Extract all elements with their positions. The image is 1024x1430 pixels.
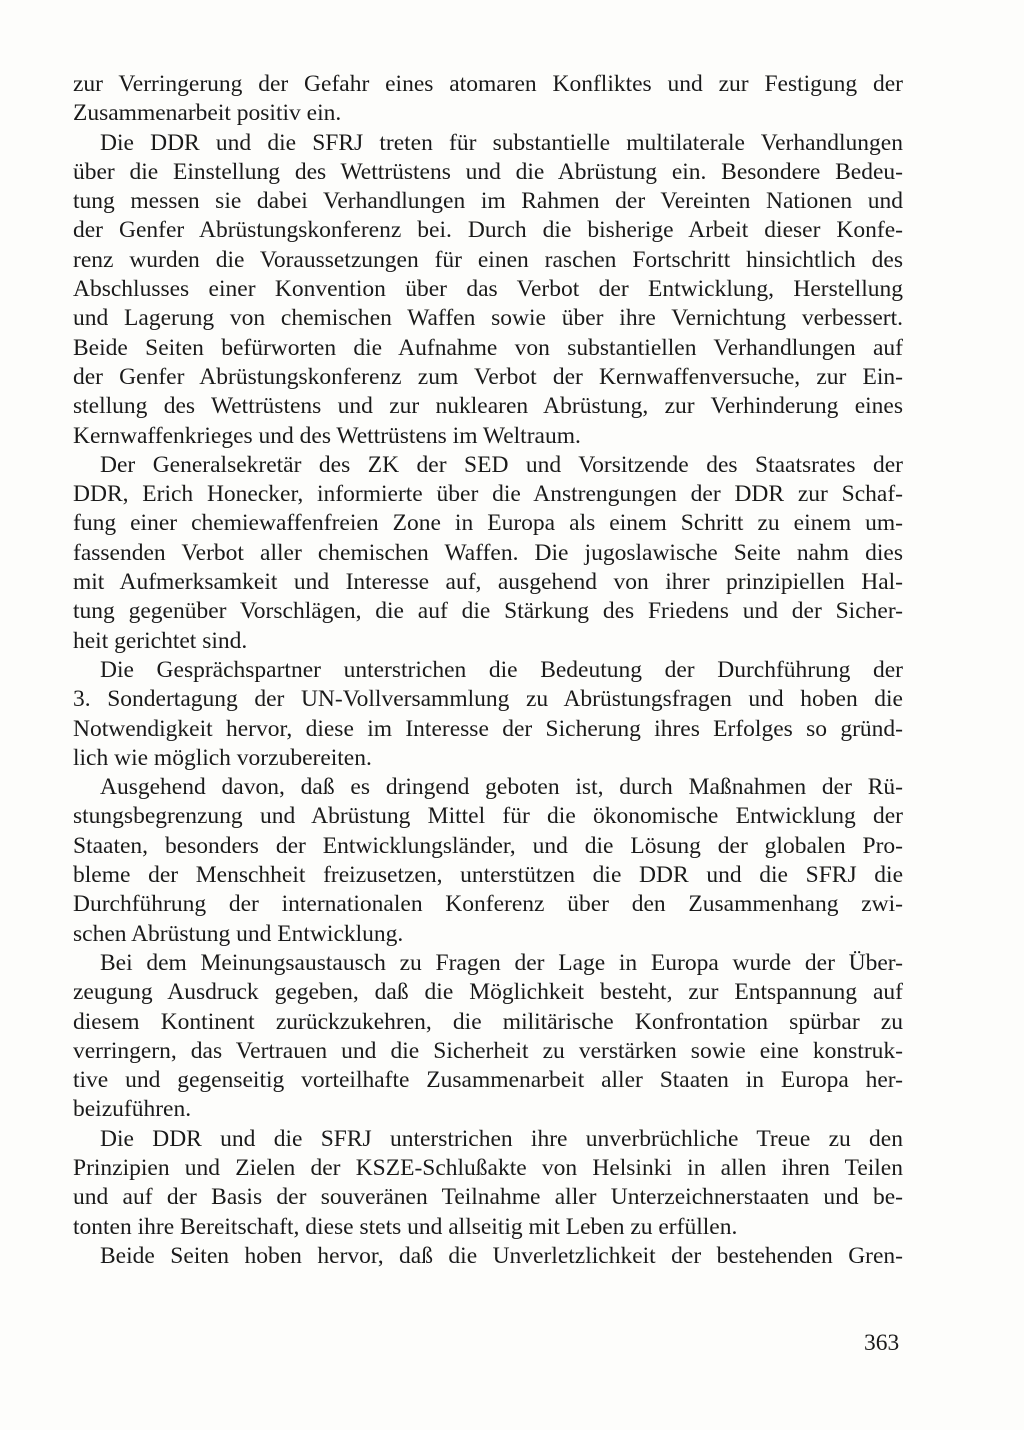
text-line: Abschlusses einer Konvention über das Verbot der Entwicklung, Herstellung xyxy=(73,276,903,303)
text-line: 3. Sondertagung der UN-Vollversammlung zu Abrüstungsfragen und hoben die xyxy=(73,686,903,713)
text-line: tonten ihre Bereitschaft, diese stets und allseitig mit Leben zu erfüllen. xyxy=(73,1213,738,1240)
text-line: bleme der Menschheit freizusetzen, unterstützen die DDR und die SFRJ die xyxy=(73,862,903,889)
text-line: Ausgehend davon, daß es dringend geboten ist, durch Maßnahmen der Rü- xyxy=(100,774,903,801)
text-line: der Genfer Abrüstungskonferenz bei. Durch die bisherige Arbeit dieser Konfe- xyxy=(73,217,903,244)
text-line: tung messen sie dabei Verhandlungen im Rahmen der Vereinten Nationen und xyxy=(73,188,903,215)
text-line: fung einer chemiewaffenfreien Zone in Europa als einem Schritt zu einem um- xyxy=(73,510,903,537)
text-line: Die Gesprächspartner unterstrichen die Bedeutung der Durchführung der xyxy=(100,656,903,683)
text-line: Kernwaffenkrieges und des Wettrüstens im Weltraum. xyxy=(73,422,581,449)
text-line: fassenden Verbot aller chemischen Waffen. Die jugoslawische Seite nahm dies xyxy=(73,539,903,566)
text-line: beizuführen. xyxy=(73,1096,192,1123)
text-line: der Genfer Abrüstungskonferenz zum Verbot der Kernwaffenversuche, zur Ein- xyxy=(73,363,903,390)
paragraph xyxy=(73,656,903,773)
page-number: 363 xyxy=(864,1330,900,1356)
paragraph xyxy=(73,949,903,1125)
text-line: lich wie möglich vorzubereiten. xyxy=(73,744,372,771)
paragraph xyxy=(73,773,903,949)
text-line: und Lagerung von chemischen Waffen sowie über ihre Vernichtung verbessert. xyxy=(73,305,903,332)
text-line: tung gegenüber Vorschlägen, die auf die Stärkung des Friedens und der Sicher- xyxy=(73,598,903,625)
text-line: Die DDR und die SFRJ treten für substantielle multilaterale Verhandlungen xyxy=(100,129,903,156)
text-line: Zusammenarbeit positiv ein. xyxy=(73,100,342,127)
paragraph xyxy=(73,1242,903,1271)
text-line: Prinzipien und Zielen der KSZE-Schlußakte von Helsinki in allen ihren Teilen xyxy=(73,1154,903,1181)
text-line: Bei dem Meinungsaustausch zu Fragen der Lage in Europa wurde der Über- xyxy=(100,949,903,976)
text-line: Notwendigkeit hervor, diese im Interesse der Sicherung ihres Erfolges so gründ- xyxy=(73,715,903,742)
text-line: Staaten, besonders der Entwicklungsländer, und die Lösung der globalen Pro- xyxy=(73,832,903,859)
text-line: Durchführung der internationalen Konferenz über den Zusammenhang zwi- xyxy=(73,891,903,918)
paragraph xyxy=(73,70,903,129)
text-line: diesem Kontinent zurückzukehren, die militärische Konfrontation spürbar zu xyxy=(73,1008,903,1035)
text-line: zeugung Ausdruck gegeben, daß die Möglichkeit besteht, zur Entspannung auf xyxy=(73,979,903,1006)
text-line: stungsbegrenzung und Abrüstung Mittel für die ökonomische Entwicklung der xyxy=(73,803,903,830)
text-line: mit Aufmerksamkeit und Interesse auf, ausgehend von ihrer prinzipiellen Hal- xyxy=(73,569,903,596)
text-line: zur Verringerung der Gefahr eines atomaren Konfliktes und zur Festigung der xyxy=(73,71,903,97)
paragraph xyxy=(73,129,903,451)
body-text xyxy=(73,70,903,1271)
text-line: heit gerichtet sind. xyxy=(73,627,248,654)
text-line: Beide Seiten hoben hervor, daß die Unverletzlichkeit der bestehenden Gren- xyxy=(100,1242,903,1269)
text-line: schen Abrüstung und Entwicklung. xyxy=(73,920,404,947)
text-line: verringern, das Vertrauen und die Sicherheit zu verstärken sowie eine konstruk- xyxy=(73,1037,903,1064)
text-line: Der Generalsekretär des ZK der SED und Vorsitzende des Staatsrates der xyxy=(100,451,903,478)
text-line: DDR, Erich Honecker, informierte über die Anstrengungen der DDR zur Schaf- xyxy=(73,481,903,508)
text-line: und auf der Basis der souveränen Teilnahme aller Unterzeichnerstaaten und be- xyxy=(73,1184,903,1211)
text-line: stellung des Wettrüstens und zur nuklearen Abrüstung, zur Verhinderung eines xyxy=(73,393,903,420)
paragraph xyxy=(73,1125,903,1242)
text-line: Die DDR und die SFRJ unterstrichen ihre unverbrüchliche Treue zu den xyxy=(100,1125,903,1152)
paragraph xyxy=(73,451,903,656)
text-line: renz wurden die Voraussetzungen für einen raschen Fortschritt hinsichtlich des xyxy=(73,246,903,273)
text-line: tive und gegenseitig vorteilhafte Zusammenarbeit aller Staaten in Europa her- xyxy=(73,1067,903,1094)
text-line: über die Einstellung des Wettrüstens und die Abrüstung ein. Besondere Bedeu- xyxy=(73,158,903,185)
text-line: Beide Seiten befürworten die Aufnahme von substantiellen Verhandlungen auf xyxy=(73,334,903,361)
